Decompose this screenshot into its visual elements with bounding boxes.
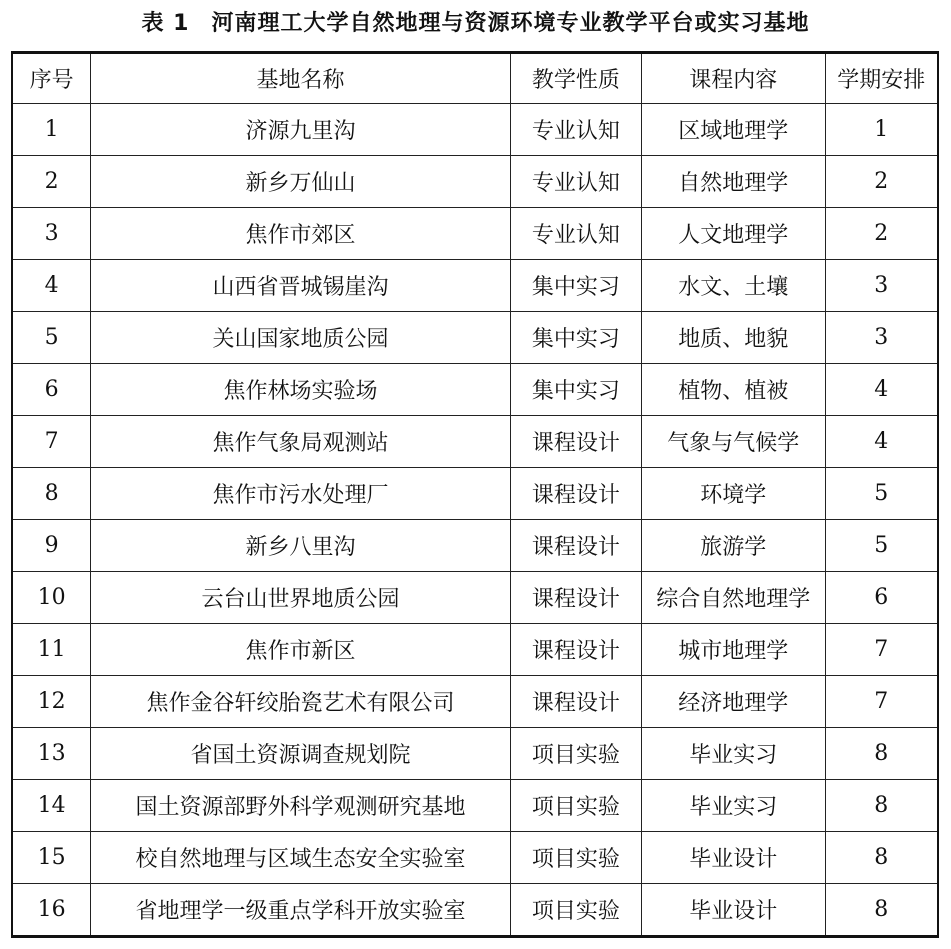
- cell-course: 自然地理学: [641, 156, 825, 208]
- table-number: 表 1: [141, 11, 190, 36]
- cell-name: 新乡八里沟: [91, 520, 511, 572]
- cell-name: 校自然地理与区域生态安全实验室: [91, 832, 511, 884]
- cell-no: 5: [12, 312, 91, 364]
- internship-base-table: [11, 51, 939, 938]
- cell-name: 焦作金谷轩绞胎瓷艺术有限公司: [91, 676, 511, 728]
- table-row: [12, 468, 938, 520]
- cell-course: 经济地理学: [641, 676, 825, 728]
- cell-no: 14: [12, 780, 91, 832]
- cell-nature: 集中实习: [510, 312, 641, 364]
- cell-name: 国土资源部野外科学观测研究基地: [91, 780, 511, 832]
- cell-no: 11: [12, 624, 91, 676]
- cell-course: 植物、植被: [641, 364, 825, 416]
- cell-term: 8: [825, 780, 938, 832]
- table-row: [12, 572, 938, 624]
- table-title: 河南理工大学自然地理与资源环境专业教学平台或实习基地: [211, 11, 810, 36]
- cell-name: 焦作市污水处理厂: [91, 468, 511, 520]
- cell-no: 1: [12, 104, 91, 156]
- table-row: [12, 728, 938, 780]
- cell-nature: 专业认知: [510, 208, 641, 260]
- cell-no: 9: [12, 520, 91, 572]
- cell-nature: 集中实习: [510, 260, 641, 312]
- cell-name: 云台山世界地质公园: [91, 572, 511, 624]
- table-row: [12, 104, 938, 156]
- cell-course: 毕业实习: [641, 780, 825, 832]
- cell-term: 7: [825, 624, 938, 676]
- header-course: 课程内容: [641, 53, 825, 104]
- cell-course: 人文地理学: [641, 208, 825, 260]
- cell-term: 8: [825, 884, 938, 937]
- cell-nature: 课程设计: [510, 416, 641, 468]
- cell-term: 4: [825, 364, 938, 416]
- cell-nature: 课程设计: [510, 676, 641, 728]
- cell-name: 省地理学一级重点学科开放实验室: [91, 884, 511, 937]
- cell-no: 16: [12, 884, 91, 937]
- cell-course: 毕业设计: [641, 884, 825, 937]
- cell-term: 1: [825, 104, 938, 156]
- cell-name: 济源九里沟: [91, 104, 511, 156]
- cell-term: 5: [825, 468, 938, 520]
- cell-course: 综合自然地理学: [641, 572, 825, 624]
- cell-nature: 专业认知: [510, 104, 641, 156]
- table-row: [12, 156, 938, 208]
- table-row: [12, 780, 938, 832]
- cell-course: 气象与气候学: [641, 416, 825, 468]
- cell-nature: 项目实验: [510, 832, 641, 884]
- table-row: [12, 312, 938, 364]
- cell-nature: 项目实验: [510, 780, 641, 832]
- table-row: [12, 624, 938, 676]
- header-row: [12, 53, 938, 104]
- cell-course: 毕业实习: [641, 728, 825, 780]
- cell-course: 城市地理学: [641, 624, 825, 676]
- cell-term: 8: [825, 728, 938, 780]
- table-row: [12, 260, 938, 312]
- cell-name: 焦作市新区: [91, 624, 511, 676]
- cell-course: 环境学: [641, 468, 825, 520]
- cell-no: 2: [12, 156, 91, 208]
- cell-course: 毕业设计: [641, 832, 825, 884]
- cell-term: 7: [825, 676, 938, 728]
- cell-term: 2: [825, 208, 938, 260]
- cell-name: 焦作林场实验场: [91, 364, 511, 416]
- header-no: 序号: [12, 53, 91, 104]
- header-name: 基地名称: [91, 53, 511, 104]
- cell-no: 7: [12, 416, 91, 468]
- cell-no: 10: [12, 572, 91, 624]
- cell-course: 旅游学: [641, 520, 825, 572]
- cell-term: 6: [825, 572, 938, 624]
- cell-nature: 课程设计: [510, 520, 641, 572]
- table-row: [12, 520, 938, 572]
- header-term: 学期安排: [825, 53, 938, 104]
- cell-nature: 集中实习: [510, 364, 641, 416]
- cell-term: 8: [825, 832, 938, 884]
- cell-no: 12: [12, 676, 91, 728]
- cell-no: 13: [12, 728, 91, 780]
- table-row: [12, 364, 938, 416]
- table-body: [12, 104, 938, 937]
- table-caption: [0, 6, 951, 42]
- cell-no: 3: [12, 208, 91, 260]
- cell-name: 山西省晋城锡崖沟: [91, 260, 511, 312]
- table-row: [12, 832, 938, 884]
- cell-term: 5: [825, 520, 938, 572]
- cell-nature: 项目实验: [510, 728, 641, 780]
- cell-term: 4: [825, 416, 938, 468]
- cell-no: 4: [12, 260, 91, 312]
- cell-no: 8: [12, 468, 91, 520]
- table-row: [12, 416, 938, 468]
- cell-course: 区域地理学: [641, 104, 825, 156]
- cell-no: 15: [12, 832, 91, 884]
- cell-term: 3: [825, 260, 938, 312]
- cell-nature: 项目实验: [510, 884, 641, 937]
- cell-no: 6: [12, 364, 91, 416]
- cell-nature: 课程设计: [510, 468, 641, 520]
- cell-name: 新乡万仙山: [91, 156, 511, 208]
- cell-nature: 专业认知: [510, 156, 641, 208]
- cell-course: 地质、地貌: [641, 312, 825, 364]
- table-row: [12, 884, 938, 937]
- cell-nature: 课程设计: [510, 572, 641, 624]
- cell-name: 焦作市郊区: [91, 208, 511, 260]
- cell-name: 焦作气象局观测站: [91, 416, 511, 468]
- cell-course: 水文、土壤: [641, 260, 825, 312]
- cell-name: 关山国家地质公园: [91, 312, 511, 364]
- cell-term: 3: [825, 312, 938, 364]
- table-row: [12, 676, 938, 728]
- header-nature: 教学性质: [510, 53, 641, 104]
- cell-name: 省国土资源调查规划院: [91, 728, 511, 780]
- cell-nature: 课程设计: [510, 624, 641, 676]
- table-row: [12, 208, 938, 260]
- cell-term: 2: [825, 156, 938, 208]
